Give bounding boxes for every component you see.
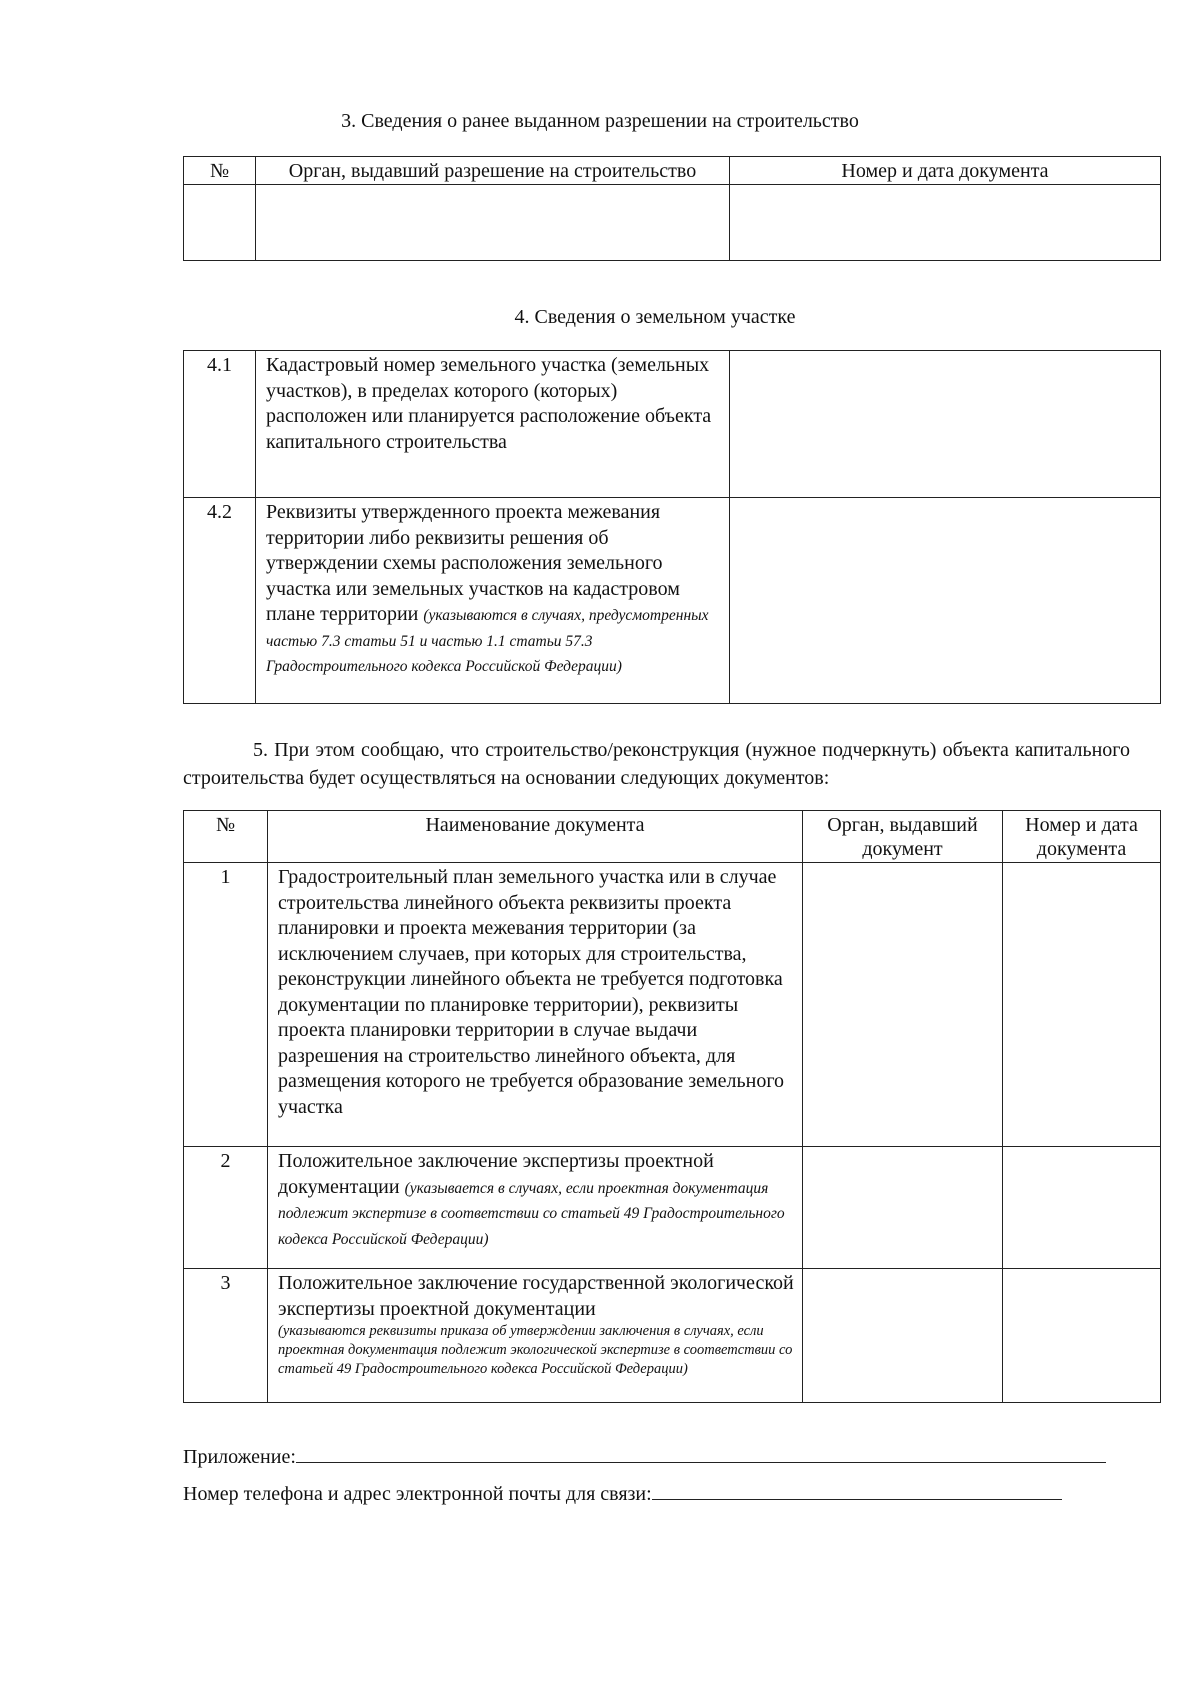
section3-cell-num[interactable] <box>184 185 256 261</box>
section5-paragraph: 5. При этом сообщаю, что строительство/реконструкция (нужное подчеркнуть) объекта капитального строительства будет осуществляться на основании следующих документов: <box>183 739 1130 789</box>
section5-row-note: (указываются реквизиты приказа об утверждении заключения в случаях, если проектная документация подлежит экологической экспертизе в соответствии со статьей 49 Градостроительного кодекса Российской Федерации) <box>278 1323 793 1377</box>
section3-col-num: № <box>184 157 256 185</box>
table-row <box>184 498 1161 704</box>
attachment-input-line[interactable] <box>296 1444 1106 1463</box>
section4-row-note: (указываются в случаях, предусмотренных частью 7.3 статьи 51 и частью 1.1 статьи 57.3 Градостроительного кодекса Российской Федерации) <box>266 607 709 675</box>
section5-row-text: Положительное заключение экспертизы проектной документации <box>278 1150 714 1198</box>
section5-table <box>183 810 1161 1403</box>
section4-heading: 4. Сведения о земельном участке <box>514 306 796 328</box>
section5-row-note: (указывается в случаях, если проектная документация подлежит экспертизе в соответствии со статьей 49 Градостроительного кодекса Российской Федерации) <box>278 1179 785 1248</box>
section3-empty-row <box>184 185 1161 261</box>
section4-value-cell[interactable] <box>730 351 1161 498</box>
section4-row-text: Реквизиты утвержденного проекта межевания территории либо реквизиты решения об утверждении схемы расположения земельного участка или земельных участков на кадастровом плане территории <box>266 501 680 625</box>
section5-number-date-cell[interactable] <box>1003 1269 1161 1403</box>
contact-input-line[interactable] <box>652 1481 1062 1500</box>
section5-row-num: 1 <box>184 863 268 1147</box>
section5-col-name: Наименование документа <box>268 811 803 863</box>
section3-table <box>183 156 1161 261</box>
section5-organ-cell[interactable] <box>803 863 1003 1147</box>
section3-col-number-date: Номер и дата документа <box>730 157 1161 185</box>
section3-heading: 3. Сведения о ранее выданном разрешении на строительство <box>341 110 859 132</box>
section5-row-text: Положительное заключение государственной экологической экспертизы проектной документации <box>278 1272 794 1320</box>
table-row <box>184 1147 1161 1269</box>
section5-organ-cell[interactable] <box>803 1269 1003 1403</box>
section4-row-text: Кадастровый номер земельного участка (земельных участков), в пределах которого (которых) расположен или планируется расположение объекта капитального строительства <box>266 354 712 453</box>
section3-cell-organ[interactable] <box>256 185 730 261</box>
section5-col-organ: Орган, выдавший документ <box>803 811 1003 863</box>
section5-col-number-date: Номер и дата документа <box>1003 811 1161 863</box>
attachment-label: Приложение: <box>183 1446 296 1468</box>
section3-col-organ: Орган, выдавший разрешение на строительство <box>256 157 730 185</box>
section5-number-date-cell[interactable] <box>1003 1147 1161 1269</box>
attachment-field <box>183 1444 1106 1469</box>
section5-row-text: Градостроительный план земельного участка или в случае строительства линейного объекта реквизиты проекта планировки и проекта межевания территории (за исключением случаев, при которых для строительства, реконструкции линейного объекта не требуется подготовка документации по планировке территории), реквизиты проекта планировки территории в случае выдачи разрешения на строительство линейного объекта, для размещения которого не требуется образование земельного участка <box>278 866 785 1118</box>
section4-row-num: 4.1 <box>184 351 256 498</box>
table-row <box>184 351 1161 498</box>
section4-value-cell[interactable] <box>730 498 1161 704</box>
table-row <box>184 1269 1161 1403</box>
section5-row-num: 2 <box>184 1147 268 1269</box>
section3-cell-number-date[interactable] <box>730 185 1161 261</box>
section5-row-num: 3 <box>184 1269 268 1403</box>
section5-number-date-cell[interactable] <box>1003 863 1161 1147</box>
contact-label: Номер телефона и адрес электронной почты для связи: <box>183 1483 652 1505</box>
section5-organ-cell[interactable] <box>803 1147 1003 1269</box>
section5-col-num: № <box>184 811 268 863</box>
table-row <box>184 863 1161 1147</box>
section4-table <box>183 350 1161 704</box>
contact-field <box>183 1481 1062 1506</box>
section4-row-num: 4.2 <box>184 498 256 704</box>
